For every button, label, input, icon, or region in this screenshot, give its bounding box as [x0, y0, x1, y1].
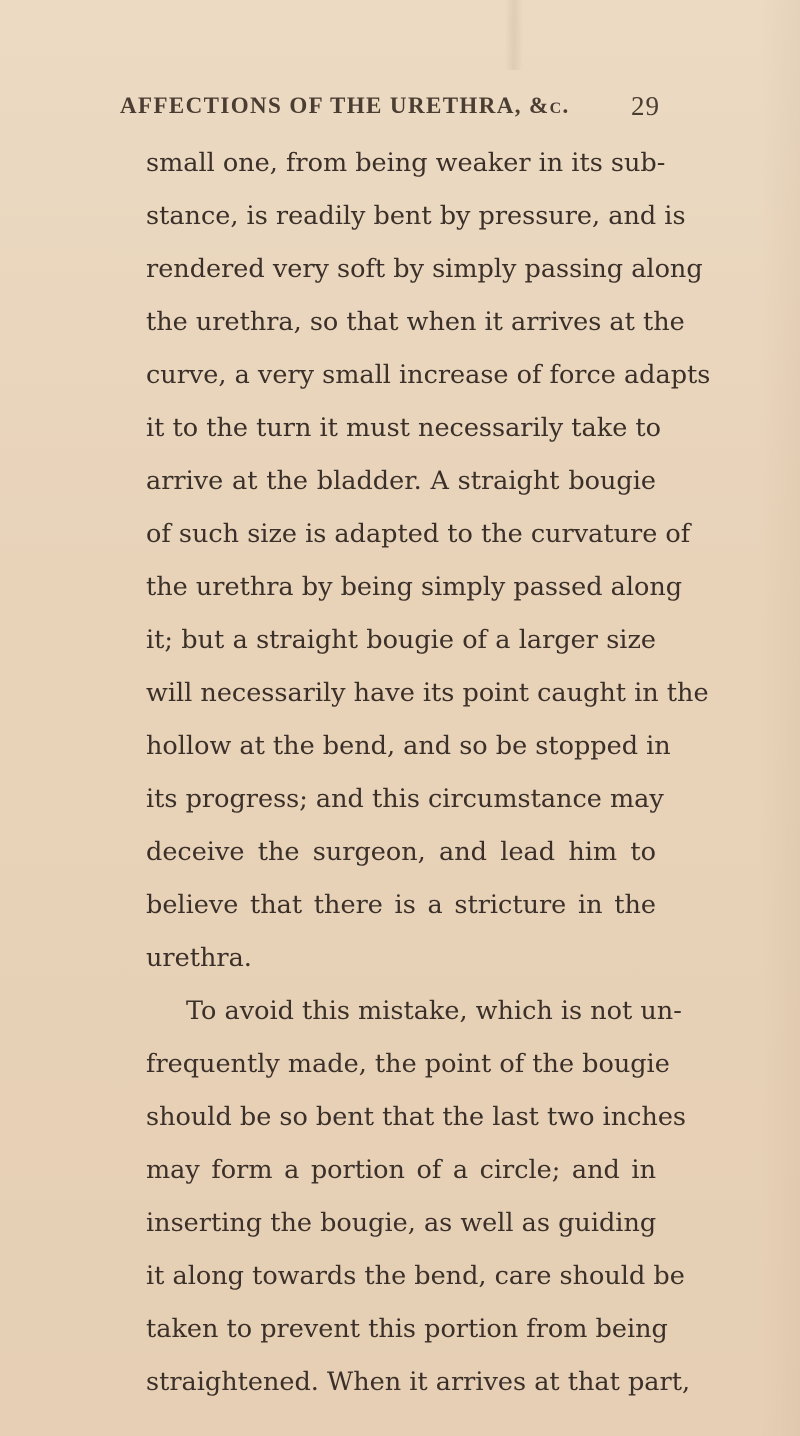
text-line: taken to prevent this portion from being [146, 1314, 668, 1344]
text-line: the urethra by being simply passed along [146, 572, 683, 602]
text-line: frequently made, the point of the bougie [146, 1049, 670, 1079]
text-line: of such size is adapted to the curvature of [146, 519, 691, 549]
page-number: 29 [631, 90, 660, 121]
text-line: it along towards the bend, care should be [146, 1261, 685, 1291]
text-line: should be so bent that the last two inches [146, 1102, 687, 1132]
text-line: arrive at the bladder. A straight bougie [146, 466, 656, 496]
text-line: it to the turn it must necessarily take to [146, 413, 661, 443]
text-line: straightened. When it arrives at that part, [146, 1367, 691, 1397]
text-line: its progress; and this circumstance may [146, 784, 664, 814]
text-line: To avoid this mistake, which is not un- [186, 996, 682, 1026]
text-line: it; but a straight bougie of a larger size [146, 625, 656, 655]
text-line: rendered very soft by simply passing along [146, 254, 703, 284]
text-line: deceive the surgeon, and lead him to [146, 837, 656, 867]
text-line: may form a portion of a circle; and in [146, 1155, 656, 1185]
text-line: curve, a very small increase of force adapts [146, 360, 711, 390]
text-line: believe that there is a stricture in the [146, 890, 656, 920]
running-title: AFFECTIONS OF THE URETHRA, &c. [120, 93, 570, 118]
text-line: will necessarily have its point caught in the [146, 678, 709, 708]
text-line: urethra. [146, 943, 252, 973]
text-line: stance, is readily bent by pressure, and is [146, 201, 686, 231]
text-line: hollow at the bend, and so be stopped in [146, 731, 671, 761]
text-line: the urethra, so that when it arrives at the [146, 307, 685, 337]
text-line: small one, from being weaker in its sub- [146, 148, 666, 178]
text-line: inserting the bougie, as well as guiding [146, 1208, 657, 1238]
